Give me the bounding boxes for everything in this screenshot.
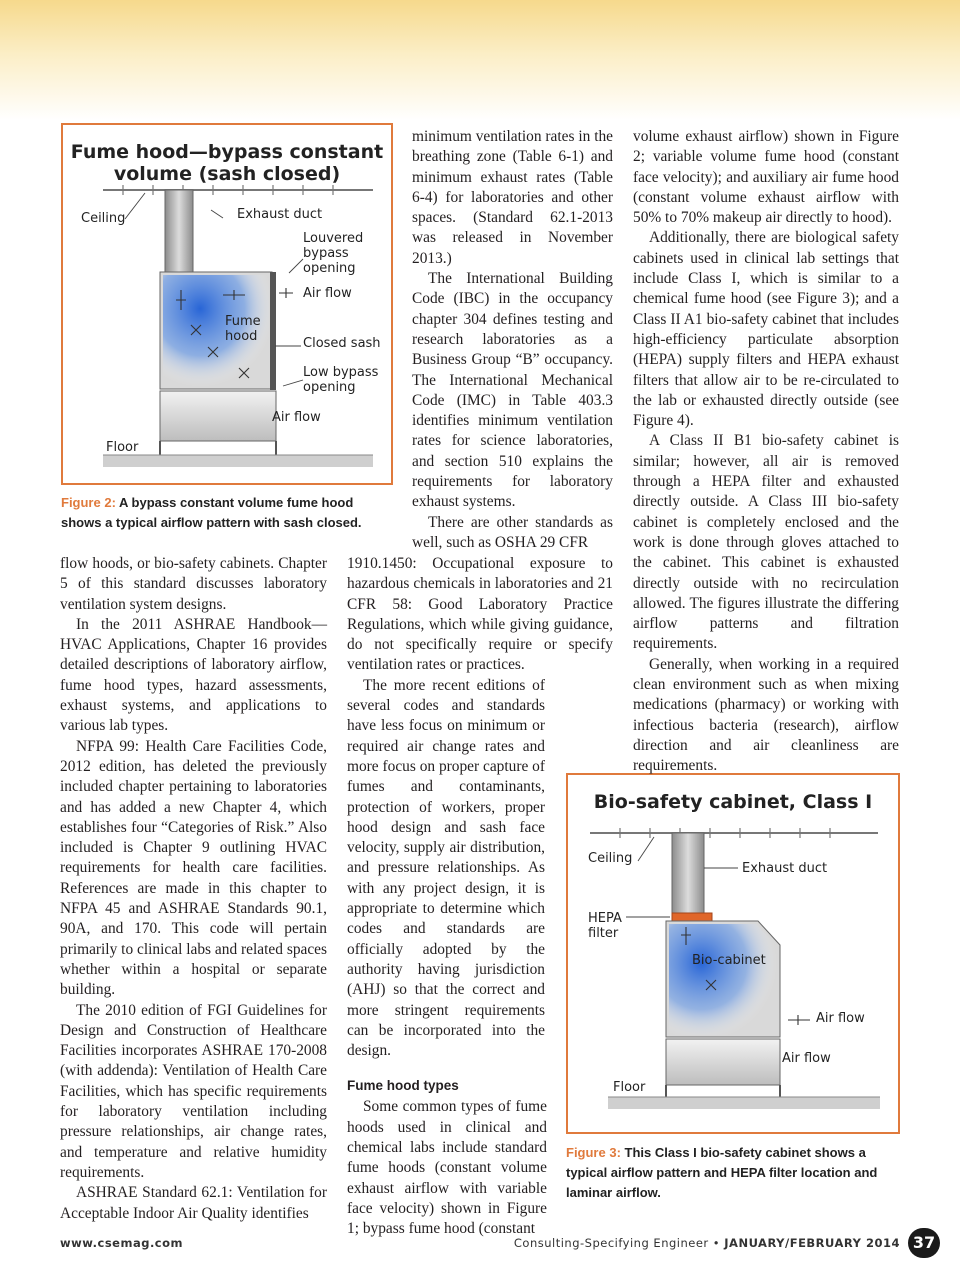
fig2-label-ceiling: Ceiling	[81, 211, 126, 226]
col1-paragraph-5: ASHRAE Standard 62.1: Ventilation for Acceptable Indoor Air Quality identifies	[60, 1184, 327, 1222]
fig2-label-closed-sash: Closed sash	[303, 336, 381, 351]
col2-paragraph-5: Some common types of fume hoods used in clinical and chemical labs include standard fume hoods (constant volume exhaust airflow with variable face velocity) shown in Figure 1; bypass fume hood (constant	[347, 1098, 547, 1238]
page-number-badge: 37	[908, 1228, 940, 1258]
fume-hood-types-heading: Fume hood types	[347, 1078, 459, 1094]
fig3-label-floor: Floor	[613, 1080, 646, 1095]
fig3-label-air-flow-bottom: Air flow	[782, 1051, 831, 1066]
figure-2-diagram	[63, 125, 391, 483]
fig2-label-air-flow-top: Air flow	[303, 286, 352, 301]
col1-paragraph-3: NFPA 99: Health Care Facilities Code, 2012 edition, has deleted the previously included chapter pertaining to laboratories and has added a new Chapter 4, which establishes four “Categories of Risk.” Also included is Chapter 9 outlining HVAC requirements for health care facilities. References are made in this chapter to NFPA 45 and ASHRAE Standards 90.1, 90A, and 170. This code will pertain primarily to clinical labs and related spaces whether within a hospital or separate building.	[60, 737, 327, 999]
hepa-filter	[672, 913, 712, 921]
figure-2-caption-text: A bypass constant volume fume hood shows a typical airflow pattern with sash closed.	[61, 495, 362, 530]
column-2-lower	[347, 554, 613, 1240]
fig2-label-exhaust-duct: Exhaust duct	[237, 207, 323, 222]
hood-base-cabinet	[160, 391, 276, 441]
bio-cabinet-base	[666, 1039, 780, 1085]
fig3-label-hepa-line2: filter	[588, 926, 619, 941]
fig2-label-fume-line2: hood	[225, 329, 258, 344]
col2-paragraph-3b: 1910.1450: Occupational exposure to hazardous chemicals in laboratories and 21 CFR 58: Good Laboratory Practice Regulations, which while giving guidance, do not specifically require or specify ventilation rates or practices.	[347, 555, 613, 674]
col2-paragraph-3a: There are other standards as well, such as OSHA 29 CFR	[412, 513, 613, 551]
figure-2-caption	[61, 493, 391, 533]
footer-issue: JANUARY/FEBRUARY 2014	[724, 1236, 900, 1250]
col3-paragraph-4: Generally, when working in a required clean environment such as when mixing medications (pharmacy) or working with infectious bacteria (research), airflow direction and air cleanliness are requirements.	[633, 655, 899, 775]
figure-3-box	[566, 773, 900, 1134]
figure-2-caption-label: Figure 2:	[61, 495, 116, 510]
col2-paragraph-4: The more recent editions of several codes and standards have less focus on minimum or required air change rates and more focus on proper capture of fumes and contaminants, protection of workers, proper hood design and sash face velocity, supply air distribution, and pressure relationships. As with any project design, it is appropriate to determine which codes and standards are officially adopted by the authority having jurisdiction (AHJ) so that the correct and more stringent requirements can be incorporated into the design.	[347, 676, 545, 1060]
col2-paragraph-1: minimum ventilation rates in the breathing zone (Table 6-1) and minimum exhaust rates (Table 6-4) for laboratories and other spaces. (Standard 62.1-2013 was released in November 2013.)	[412, 128, 613, 267]
column-2-upper	[412, 127, 613, 553]
header-gradient-band	[0, 0, 960, 120]
col3-paragraph-1: volume exhaust airflow) shown in Figure 2; variable volume fume hood (constant face velocity); and auxiliary air fume hood (constant volume exhaust airflow with 50% to 70% makeup air directly to hood).	[633, 128, 899, 227]
column-3	[633, 127, 899, 777]
floor-slab	[103, 455, 373, 467]
exhaust-duct-3	[672, 833, 704, 913]
fig3-label-air-flow-right: Air flow	[816, 1011, 865, 1026]
col1-paragraph-1: flow hoods, or bio-safety cabinets. Chapter 5 of this standard discusses laboratory ventilation system designs.	[60, 555, 327, 613]
figure-3-title: Bio-safety cabinet, Class I	[593, 791, 873, 813]
col2-paragraph-2: The International Building Code (IBC) in the occupancy chapter 304 defines testing and research laboratories as a Business Group “B” occupancy. The International Mechanical Code (IMC) in Table 403.3 identifies minimum ventilation rates for science laboratories, and section 510 explains the requirements for laboratory exhaust systems.	[412, 270, 613, 511]
fig2-label-louvered	[303, 231, 363, 276]
figure-2-box	[61, 123, 393, 485]
col3-paragraph-3: A Class II B1 bio-safety cabinet is similar; however, all air is removed through a HEPA filter and exhausted directly outside. A Class III bio-safety cabinet is completely enclosed and the work is done through gloves attached to the cabinet. This cabinet is exhausted directly outside with no recirculation allowed. The figures illustrate the differing airflow patterns and filtration requirements.	[633, 432, 899, 653]
column-1	[60, 554, 327, 1224]
exhaust-duct	[165, 190, 193, 272]
fig3-label-hepa-line1: HEPA	[588, 911, 622, 926]
figure-3-caption-label: Figure 3:	[566, 1145, 621, 1160]
fig2-label-louvered-line3: opening	[303, 261, 356, 276]
fig2-label-fume-line1: Fume	[225, 314, 261, 329]
fig3-label-ceiling: Ceiling	[588, 851, 633, 866]
fig2-label-fume-hood	[225, 314, 261, 344]
fig3-label-exhaust-duct: Exhaust duct	[742, 861, 828, 876]
fig2-label-low-bypass-line1: Low bypass	[303, 365, 379, 380]
col1-paragraph-4: The 2010 edition of FGI Guidelines for Design and Construction of Healthcare Facilities incorporates ASHRAE 170-2008 (with addenda): Ventilation of Health Care Facilities, which has specific requirements for laboratory ventilation including pressure relationships, air change rates, and temperature and relative humidity requirements.	[60, 1001, 327, 1181]
col1-paragraph-2: In the 2011 ASHRAE Handbook—HVAC Applications, Chapter 16 provides detailed descriptions of laboratory airflow, fume hood types, hazard assessments, exhaust systems, and applications to various lab types.	[60, 615, 327, 735]
footer-magazine-name: Consulting-Specifying Engineer	[513, 1236, 709, 1250]
fig2-label-floor: Floor	[106, 440, 139, 455]
fig2-label-louvered-line1: Louvered	[303, 231, 364, 246]
figure-3-caption	[566, 1143, 898, 1203]
fig3-label-bio-cabinet: Bio-cabinet	[692, 953, 766, 968]
figure-2-title-line1: Fume hood—bypass constant	[70, 141, 384, 163]
footer-publication	[514, 1236, 900, 1250]
col3-paragraph-2: Additionally, there are biological safety cabinets used in clinical lab settings that include Class I, which is similar to a chemical fume hood (see Figure 3); and a Class II A1 bio-safety cabinet that includes high-efficiency particulate absorption (HEPA) supply filters and HEPA exhaust filters that allow air to be re-circulated to the lab or exhausted directly outside (see Figure 4).	[633, 229, 899, 430]
floor-slab-3	[608, 1097, 880, 1109]
footer-website[interactable]: www.csemag.com	[60, 1236, 184, 1250]
fig2-label-low-bypass	[303, 365, 378, 395]
footer-bullet: •	[708, 1236, 725, 1250]
fig2-label-louvered-line2: bypass	[303, 246, 349, 261]
fig2-label-air-flow-bottom: Air flow	[272, 410, 321, 425]
closed-sash	[270, 272, 276, 390]
figure-3-caption-text: This Class I bio-safety cabinet shows a typical airflow pattern and HEPA filter location and laminar airflow.	[566, 1145, 878, 1200]
figure-2-title-line2: volume (sash closed)	[113, 163, 341, 185]
fig2-label-low-bypass-line2: opening	[303, 380, 356, 395]
